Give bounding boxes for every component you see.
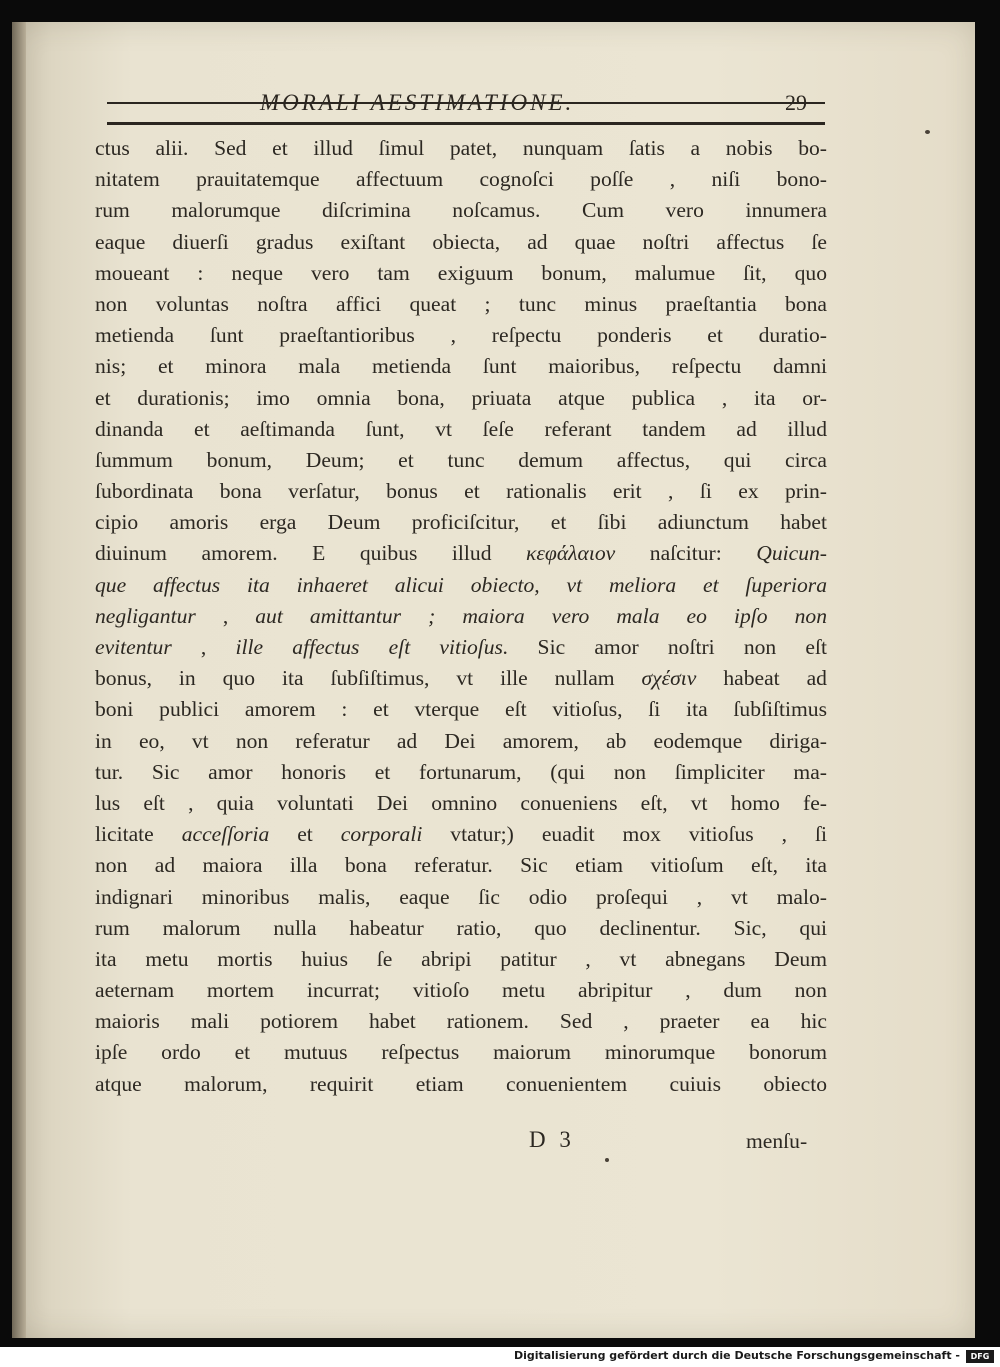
text-segment: corporali <box>340 822 423 847</box>
text-line <box>95 320 827 351</box>
text-segment: non voluntas noſtra affici queat ; tunc minus praeſtantia bona <box>95 291 827 316</box>
text-line <box>95 913 827 944</box>
text-segment: vtatur;) euadit mox vitioſus , ſi <box>422 822 827 847</box>
text-line <box>95 1037 827 1068</box>
text-segment: et durationis; imo omnia bona, priuata atque publica , ita or- <box>95 385 827 410</box>
text-line <box>95 726 827 757</box>
running-head: MORALI AESTIMATIONE. <box>260 90 575 115</box>
text-segment: que affectus ita inhaeret alicui obiecto, vt meliora et ſuperiora <box>95 572 827 597</box>
text-segment: κεφάλαιον <box>526 541 616 566</box>
body-text <box>95 133 827 1100</box>
text-line <box>95 383 827 414</box>
signature-mark: D 3 <box>529 1127 575 1152</box>
text-segment: boni publici amorem : et vterque eſt vitioſus, ſi ita ſubſiſtimus <box>95 697 827 722</box>
text-segment: , <box>195 603 256 628</box>
text-segment: non ad maiora illa bona referatur. Sic etiam vitioſum eſt, ita <box>95 853 827 878</box>
text-line <box>95 1069 827 1100</box>
text-line <box>95 850 827 881</box>
text-segment: licitate <box>95 822 182 847</box>
text-line <box>95 195 827 226</box>
text-segment: dinanda et aeſtimanda ſunt, vt ſeſe referant tandem ad illud <box>95 416 827 441</box>
text-segment: ipſe ordo et mutuus reſpectus maiorum minorumque bonorum <box>95 1040 827 1065</box>
text-segment: bonus, in quo ita ſubſiſtimus, vt ille nullam <box>95 666 642 691</box>
page-number: 29 <box>785 90 807 115</box>
text-line <box>95 694 827 725</box>
book-page <box>12 22 975 1338</box>
text-segment: tur. Sic amor honoris et fortunarum, (qui non ſimpliciter ma- <box>95 759 827 784</box>
text-segment: aeternam mortem incurrat; vitioſo metu abripitur , dum non <box>95 978 827 1003</box>
text-segment: eaque diuerſi gradus exiſtant obiecta, ad quae noſtri affectus ſe <box>95 229 827 254</box>
text-line <box>95 351 827 382</box>
text-segment: atque malorum, requirit etiam conuenientem cuiuis obiecto <box>95 1071 827 1096</box>
text-segment: rum malorumque diſcrimina noſcamus. Cum vero innumera <box>95 198 827 223</box>
text-segment: evitentur <box>95 635 172 659</box>
text-segment: Sic amor noſtri non eſt <box>508 635 827 659</box>
text-segment: ille affectus eſt vitioſus. <box>235 635 509 659</box>
text-segment: ſummum bonum, Deum; et tunc demum affectus, qui circa <box>95 447 827 472</box>
text-line <box>95 601 827 632</box>
text-line <box>95 538 827 569</box>
text-segment: σχέσιν <box>641 666 697 691</box>
text-line <box>95 663 827 694</box>
text-line <box>95 258 827 289</box>
text-segment: ctus alii. Sed et illud ſimul patet, nunquam ſatis a nobis bo- <box>95 136 827 160</box>
text-segment: metienda ſunt praeſtantioribus , reſpectu ponderis et duratio- <box>95 323 827 348</box>
digitization-credit: Digitalisierung gefördert durch die Deutsche Forschungsgemeinschaft - <box>513 1349 960 1362</box>
catchword: menſu- <box>746 1129 808 1153</box>
text-segment: naſcitur: <box>615 541 757 566</box>
text-segment: in eo, vt non referatur ad Dei amorem, ab eodemque diriga- <box>95 728 827 753</box>
text-segment: indignari minoribus malis, eaque ſic odio proſequi , vt malo- <box>95 884 827 909</box>
text-segment: aut amittantur ; maiora vero mala eo ipſo non <box>255 603 827 628</box>
text-line <box>95 882 827 913</box>
text-line <box>95 507 827 538</box>
text-line <box>95 445 827 476</box>
text-segment: acceſſoria <box>181 822 270 847</box>
text-line <box>95 289 827 320</box>
text-line <box>95 227 827 258</box>
page-gutter-shadow <box>12 22 26 1338</box>
text-line <box>95 819 827 850</box>
paper-speck <box>925 130 930 134</box>
text-line <box>95 1006 827 1037</box>
text-segment: maioris mali potiorem habet rationem. Sed , praeter ea hic <box>95 1009 827 1034</box>
text-line <box>95 975 827 1006</box>
text-line <box>95 570 827 601</box>
text-line <box>95 133 827 164</box>
text-segment: Quicun- <box>756 541 827 566</box>
text-segment: diuinum amorem. E quibus illud <box>95 541 527 566</box>
text-line <box>95 414 827 445</box>
text-segment: nitatem prauitatemque affectuum cognoſci poſſe , niſi bono- <box>95 167 827 192</box>
text-segment: moueant : neque vero tam exiguum bonum, malumue ſit, quo <box>95 260 827 285</box>
text-segment: nis; et minora mala metienda ſunt maioribus, reſpectu damni <box>95 354 827 379</box>
text-segment: ita metu mortis huius ſe abripi patitur , vt abnegans Deum <box>95 946 827 971</box>
text-segment: lus eſt , quia voluntati Dei omnino conueniens eſt, vt homo fe- <box>95 790 827 815</box>
text-line <box>95 476 827 507</box>
text-line <box>95 757 827 788</box>
text-segment: rum malorum nulla habeatur ratio, quo declinentur. Sic, qui <box>95 915 827 940</box>
paper-speck <box>605 1158 609 1162</box>
digitization-footer <box>0 1347 1000 1367</box>
text-segment: cipio amoris erga Deum proficiſcitur, et ſibi adiunctum habet <box>95 510 827 535</box>
header-rule-bottom <box>107 122 825 125</box>
text-line <box>95 632 827 663</box>
text-line <box>95 788 827 819</box>
dfg-logo: DFG <box>966 1350 994 1363</box>
text-segment: ſubordinata bona verſatur, bonus et rationalis erit , ſi ex prin- <box>95 479 827 504</box>
text-segment: et <box>269 822 341 847</box>
text-segment: , <box>171 635 236 659</box>
text-segment: negligantur <box>95 603 196 628</box>
text-line <box>95 164 827 195</box>
text-segment: habeat ad <box>696 666 827 691</box>
text-line <box>95 944 827 975</box>
